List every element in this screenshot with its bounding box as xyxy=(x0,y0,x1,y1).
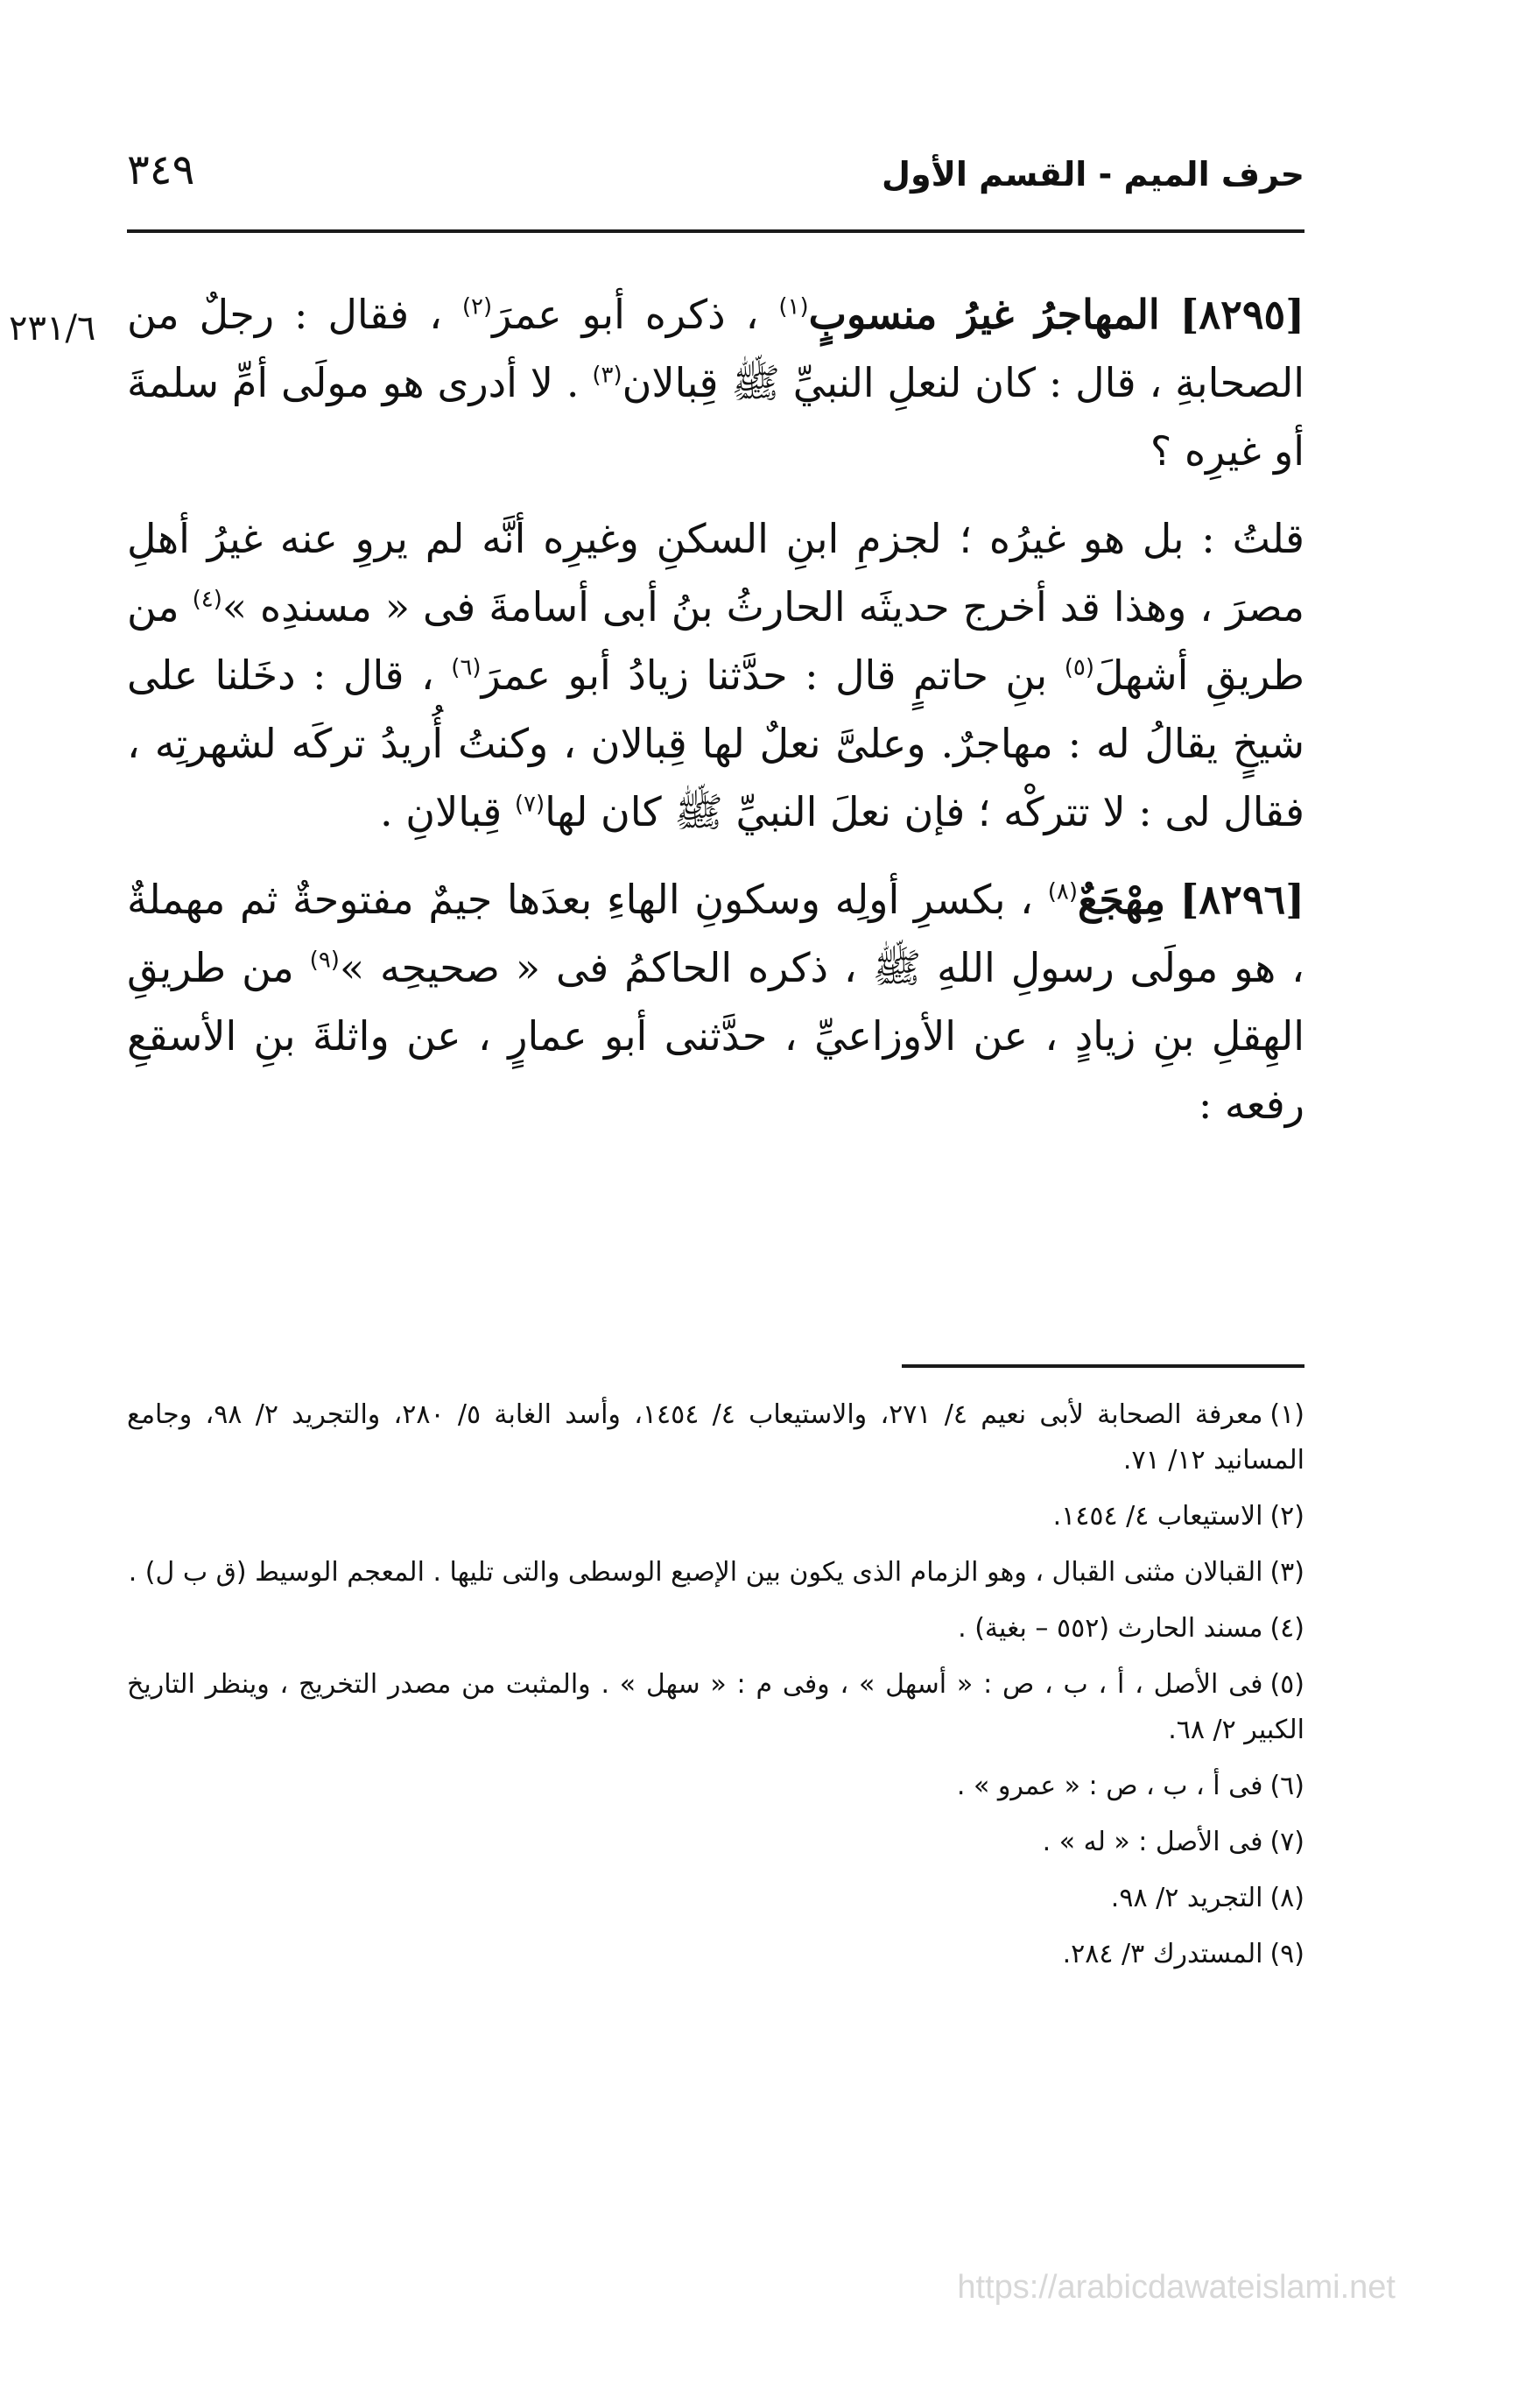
footnote-marker[interactable]: (٦) xyxy=(451,654,482,681)
footnote-number: (٣) xyxy=(1269,1557,1304,1588)
page-header xyxy=(127,145,1304,241)
footnote-text: مسند الحارث (٥٥٢ – بغية) . xyxy=(958,1613,1263,1644)
footnote-marker[interactable]: (٧) xyxy=(514,791,545,818)
footnote-item xyxy=(127,1932,1304,1977)
footnote-text: فى أ ، ب ، ص : « عمرو » . xyxy=(956,1771,1263,1801)
footnote-number: (٨) xyxy=(1269,1883,1304,1913)
footnote-marker[interactable]: (٤) xyxy=(192,586,222,613)
footnote-marker[interactable]: (٥) xyxy=(1064,654,1094,681)
page-number: ٣٤٩ xyxy=(127,145,195,194)
footnote-text: القبالان مثنى القبال ، وهو الزمام الذى يكون بين الإصبع الوسطى والتى تليها . المعجم الوسيط (ق ب ل) . xyxy=(128,1557,1263,1588)
footnote-marker[interactable]: (٣) xyxy=(592,362,622,389)
margin-reference: ٢٣١/٦ xyxy=(9,308,96,349)
footnote-item xyxy=(127,1764,1304,1809)
text-segment: ، فقال : رجلٌ من الصحابةِ ، قال : كان لنعلِ النبيِّ ﷺ قِبالان xyxy=(127,291,1304,406)
text-segment: ، بكسرِ أولِه وسكونِ الهاءِ بعدَها جيمٌ مفتوحةٌ ثم مهملةٌ ، هو مولَى رسولِ اللهِ ﷺ ، ذكره الحاكمُ فى « صحيحِه » xyxy=(127,876,1305,991)
text-segment: قِبالانِ . xyxy=(380,788,503,835)
text-segment: من طريقِ أشهلَ xyxy=(127,583,1304,699)
footnote-divider xyxy=(902,1364,1304,1368)
entry-title: مِهْجَعٌ xyxy=(1077,876,1165,923)
main-text-body xyxy=(127,280,1304,1158)
footnote-text: الاستيعاب ٤/ ١٤٥٤. xyxy=(1052,1501,1263,1532)
footnote-number: (٧) xyxy=(1269,1827,1304,1857)
text-segment: من طريقِ الهِقلِ بنِ زيادٍ ، عن الأوزاعيِّ ، حدَّثنى أبو عمارٍ ، عن واثلةَ بنِ الأسقعِ رفعه : xyxy=(127,944,1304,1128)
footnote-item xyxy=(127,1494,1304,1539)
footnote-marker[interactable]: (٢) xyxy=(461,293,493,321)
footnote-number: (٢) xyxy=(1269,1501,1304,1532)
footnote-item xyxy=(127,1550,1304,1596)
entry-8295-paragraph-2 xyxy=(127,504,1304,846)
text-segment: ، قال : دخَلنا على شيخٍ يقالُ له : مهاجرٌ. وعلىَّ نعلٌ لها قِبالان ، وكنتُ أُريدُ تركَه لشهرتِه ، فقال لى : لا تتركْه ؛ فإن نعلَ النبيِّ ﷺ كان لها xyxy=(127,652,1304,835)
footnotes-section xyxy=(127,1392,1304,1988)
footnote-number: (٤) xyxy=(1269,1613,1304,1644)
entry-number: [٨٢٩٦] xyxy=(1179,876,1305,923)
running-header-title: حرف الميم - القسم الأول xyxy=(882,155,1304,194)
source-watermark: https://arabicdawateislami.net xyxy=(957,2269,1396,2306)
footnote-text: فى الأصل ، أ ، ب ، ص : « أسهل » ، وفى م : « سهل » . والمثبت من مصدر التخريج ، وينظر التاريخ الكبير ٢/ ٦٨. xyxy=(127,1669,1304,1745)
entry-8295-paragraph-1 xyxy=(127,280,1304,485)
footnote-marker[interactable]: (٨) xyxy=(1047,878,1078,905)
entry-title: المهاجرُ غيرُ منسوبٍ xyxy=(808,291,1160,338)
footnote-item xyxy=(127,1820,1304,1865)
text-segment: ، ذكره أبو عمرَ xyxy=(492,291,759,338)
footnote-text: التجريد ٢/ ٩٨. xyxy=(1110,1883,1263,1913)
entry-number: [٨٢٩٥] xyxy=(1179,291,1304,338)
footnote-item xyxy=(127,1606,1304,1652)
footnote-item xyxy=(127,1662,1304,1753)
footnote-number: (١) xyxy=(1269,1399,1304,1430)
footnote-text: المستدرك ٣/ ٢٨٤. xyxy=(1062,1939,1263,1969)
text-segment: بنِ حاتمٍ قال : حدَّثنا زيادُ أبو عمرَ xyxy=(481,652,1048,699)
footnote-text: معرفة الصحابة لأبى نعيم ٤/ ٢٧١، والاستيعاب ٤/ ١٤٥٤، وأسد الغابة ٥/ ٢٨٠، والتجريد ٢/ ٩٨، وجامع المسانيد ١٢/ ٧١. xyxy=(127,1399,1304,1476)
header-divider xyxy=(127,229,1304,233)
footnote-marker[interactable]: (١) xyxy=(778,293,809,321)
text-segment: قلتُ : بل هو غيرُه ؛ لجزمِ ابنِ السكنِ وغيرِه أنَّه لم يروِ عنه غيرُ أهلِ مصرَ ، وهذا قد أخرج حديثَه الحارثُ بنُ أبى أسامةَ فى « مسندِه » xyxy=(127,515,1305,630)
footnote-item xyxy=(127,1876,1304,1921)
footnote-marker[interactable]: (٩) xyxy=(309,947,340,974)
text-segment: . لا أدرى هو مولَى أمِّ سلمةَ أو غيرِه ؟ xyxy=(127,359,1304,475)
footnote-item xyxy=(127,1392,1304,1483)
entry-8296-paragraph-1 xyxy=(127,865,1304,1138)
footnote-number: (٥) xyxy=(1269,1669,1304,1700)
footnote-number: (٩) xyxy=(1269,1939,1304,1969)
footnote-text: فى الأصل : « له » . xyxy=(1042,1827,1263,1857)
footnote-number: (٦) xyxy=(1269,1771,1304,1801)
